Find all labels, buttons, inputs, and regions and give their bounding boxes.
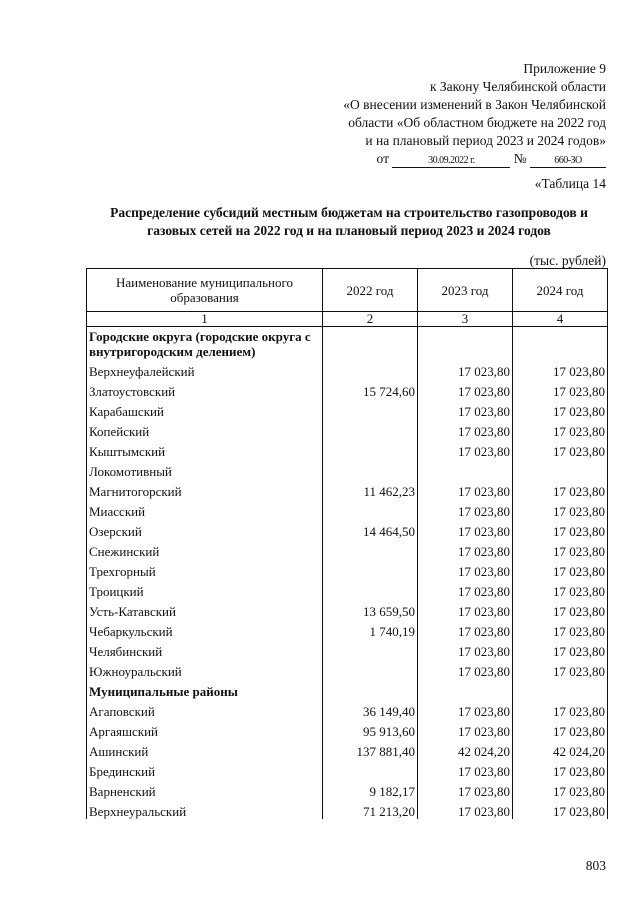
value-2023: 17 023,80 xyxy=(418,719,513,739)
value-2022: 137 881,40 xyxy=(323,739,418,759)
law-date: 30.09.2022 г. xyxy=(392,155,510,168)
value-2024: 17 023,80 xyxy=(513,439,608,459)
units-label: (тыс. рублей) xyxy=(529,253,606,268)
municipality-name: Аргаяшский xyxy=(87,719,323,739)
value-2024: 17 023,80 xyxy=(513,659,608,679)
municipality-name: Агаповский xyxy=(87,699,323,719)
municipality-name: Миасский xyxy=(87,499,323,519)
value-2022 xyxy=(323,679,418,699)
value-2024: 42 024,20 xyxy=(513,739,608,759)
value-2023: 17 023,80 xyxy=(418,599,513,619)
municipality-name: Троицкий xyxy=(87,579,323,599)
value-2022: 36 149,40 xyxy=(323,699,418,719)
appendix-line-1: Приложение 9 xyxy=(523,61,606,76)
municipality-name: Городские округа (городские округа с внутригородским делением) xyxy=(87,327,323,360)
header-municipality: Наименование муниципального образования xyxy=(87,269,323,312)
group-row xyxy=(87,679,608,699)
value-2024: 17 023,80 xyxy=(513,399,608,419)
table-row xyxy=(87,659,608,679)
value-2024: 17 023,80 xyxy=(513,699,608,719)
value-2024 xyxy=(513,327,608,360)
table-row xyxy=(87,779,608,799)
municipality-name: Копейский xyxy=(87,419,323,439)
municipality-name: Трехгорный xyxy=(87,559,323,579)
value-2022 xyxy=(323,579,418,599)
value-2023: 17 023,80 xyxy=(418,759,513,779)
value-2024: 17 023,80 xyxy=(513,479,608,499)
municipality-name: Чебаркульский xyxy=(87,619,323,639)
municipality-name: Ашинский xyxy=(87,739,323,759)
appendix-line-4: области «Об областном бюджете на 2022 год xyxy=(348,115,606,130)
value-2023: 17 023,80 xyxy=(418,539,513,559)
value-2024 xyxy=(513,459,608,479)
value-2024: 17 023,80 xyxy=(513,419,608,439)
from-label: от xyxy=(376,151,389,166)
table-row xyxy=(87,559,608,579)
table-row xyxy=(87,359,608,379)
value-2024: 17 023,80 xyxy=(513,539,608,559)
value-2023: 17 023,80 xyxy=(418,619,513,639)
value-2022: 11 462,23 xyxy=(323,479,418,499)
appendix-line-3: «О внесении изменений в Закон Челябинской xyxy=(343,97,606,112)
table-row xyxy=(87,719,608,739)
value-2023: 17 023,80 xyxy=(418,779,513,799)
value-2022: 13 659,50 xyxy=(323,599,418,619)
value-2022 xyxy=(323,459,418,479)
value-2022 xyxy=(323,559,418,579)
value-2022 xyxy=(323,359,418,379)
value-2023: 17 023,80 xyxy=(418,639,513,659)
value-2023: 17 023,80 xyxy=(418,499,513,519)
value-2022 xyxy=(323,499,418,519)
value-2023: 17 023,80 xyxy=(418,479,513,499)
value-2024: 17 023,80 xyxy=(513,719,608,739)
table-row xyxy=(87,399,608,419)
value-2024: 17 023,80 xyxy=(513,619,608,639)
municipality-name: Муниципальные районы xyxy=(87,679,323,699)
column-index: 4 xyxy=(513,312,608,327)
value-2024: 17 023,80 xyxy=(513,779,608,799)
value-2023: 17 023,80 xyxy=(418,359,513,379)
table-row xyxy=(87,459,608,479)
value-2024: 17 023,80 xyxy=(513,759,608,779)
table-row xyxy=(87,539,608,559)
value-2022 xyxy=(323,639,418,659)
value-2023: 17 023,80 xyxy=(418,559,513,579)
value-2023 xyxy=(418,327,513,360)
appendix-header xyxy=(343,60,606,168)
value-2022 xyxy=(323,659,418,679)
value-2022: 14 464,50 xyxy=(323,519,418,539)
municipality-name: Снежинский xyxy=(87,539,323,559)
table-row xyxy=(87,639,608,659)
value-2023 xyxy=(418,679,513,699)
value-2022: 15 724,60 xyxy=(323,379,418,399)
municipality-name: Локомотивный xyxy=(87,459,323,479)
group-row xyxy=(87,327,608,360)
municipality-name: Усть-Катавский xyxy=(87,599,323,619)
municipality-name: Златоустовский xyxy=(87,379,323,399)
value-2022 xyxy=(323,439,418,459)
municipality-name: Челябинский xyxy=(87,639,323,659)
table-row xyxy=(87,739,608,759)
table-row xyxy=(87,799,608,819)
value-2022 xyxy=(323,419,418,439)
value-2024: 17 023,80 xyxy=(513,639,608,659)
table-reference: «Таблица 14 xyxy=(534,176,606,191)
municipality-name: Карабашский xyxy=(87,399,323,419)
value-2024: 17 023,80 xyxy=(513,499,608,519)
table-row xyxy=(87,519,608,539)
value-2022: 95 913,60 xyxy=(323,719,418,739)
header-2022: 2022 год xyxy=(323,269,418,312)
value-2023: 17 023,80 xyxy=(418,799,513,819)
table-row xyxy=(87,699,608,719)
value-2023: 17 023,80 xyxy=(418,699,513,719)
header-2023: 2023 год xyxy=(418,269,513,312)
number-label: № xyxy=(513,151,527,166)
value-2024: 17 023,80 xyxy=(513,359,608,379)
municipality-name: Озерский xyxy=(87,519,323,539)
value-2023: 17 023,80 xyxy=(418,519,513,539)
table-row xyxy=(87,379,608,399)
value-2024: 17 023,80 xyxy=(513,599,608,619)
value-2022: 9 182,17 xyxy=(323,779,418,799)
subsidy-table xyxy=(86,268,608,819)
value-2023: 17 023,80 xyxy=(418,399,513,419)
value-2022 xyxy=(323,327,418,360)
column-index: 3 xyxy=(418,312,513,327)
table-row xyxy=(87,419,608,439)
column-index: 2 xyxy=(323,312,418,327)
value-2022: 71 213,20 xyxy=(323,799,418,819)
value-2022: 1 740,19 xyxy=(323,619,418,639)
table-row xyxy=(87,499,608,519)
table-row xyxy=(87,619,608,639)
municipality-name: Верхнеуфалейский xyxy=(87,359,323,379)
table-row xyxy=(87,759,608,779)
column-index-row xyxy=(87,312,608,327)
law-number: 660-ЗО xyxy=(530,155,606,168)
signature-line xyxy=(343,150,606,168)
value-2024: 17 023,80 xyxy=(513,379,608,399)
value-2022 xyxy=(323,399,418,419)
value-2023: 17 023,80 xyxy=(418,439,513,459)
value-2023: 17 023,80 xyxy=(418,579,513,599)
value-2023: 42 024,20 xyxy=(418,739,513,759)
column-index: 1 xyxy=(87,312,323,327)
value-2023: 17 023,80 xyxy=(418,659,513,679)
value-2024: 17 023,80 xyxy=(513,559,608,579)
appendix-line-2: к Закону Челябинской области xyxy=(429,79,606,94)
municipality-name: Варненский xyxy=(87,779,323,799)
value-2023: 17 023,80 xyxy=(418,419,513,439)
value-2023 xyxy=(418,459,513,479)
value-2024: 17 023,80 xyxy=(513,519,608,539)
municipality-name: Магнитогорский xyxy=(87,479,323,499)
value-2024 xyxy=(513,679,608,699)
municipality-name: Южноуральский xyxy=(87,659,323,679)
municipality-name: Брединский xyxy=(87,759,323,779)
document-title: Распределение субсидий местным бюджетам на строительство газопроводов и газовых сетей на 2022 год и на плановый период 2023 и 2024 годов xyxy=(110,205,588,238)
header-2024: 2024 год xyxy=(513,269,608,312)
appendix-line-5: и на плановый период 2023 и 2024 годов» xyxy=(365,133,606,148)
page-number: 803 xyxy=(585,858,606,873)
value-2024: 17 023,80 xyxy=(513,579,608,599)
value-2023: 17 023,80 xyxy=(418,379,513,399)
table-row xyxy=(87,439,608,459)
table-row xyxy=(87,599,608,619)
municipality-name: Верхнеуральский xyxy=(87,799,323,819)
value-2022 xyxy=(323,539,418,559)
municipality-name: Кыштымский xyxy=(87,439,323,459)
value-2022 xyxy=(323,759,418,779)
table-header-row xyxy=(87,269,608,312)
table-row xyxy=(87,579,608,599)
table-row xyxy=(87,479,608,499)
value-2024: 17 023,80 xyxy=(513,799,608,819)
